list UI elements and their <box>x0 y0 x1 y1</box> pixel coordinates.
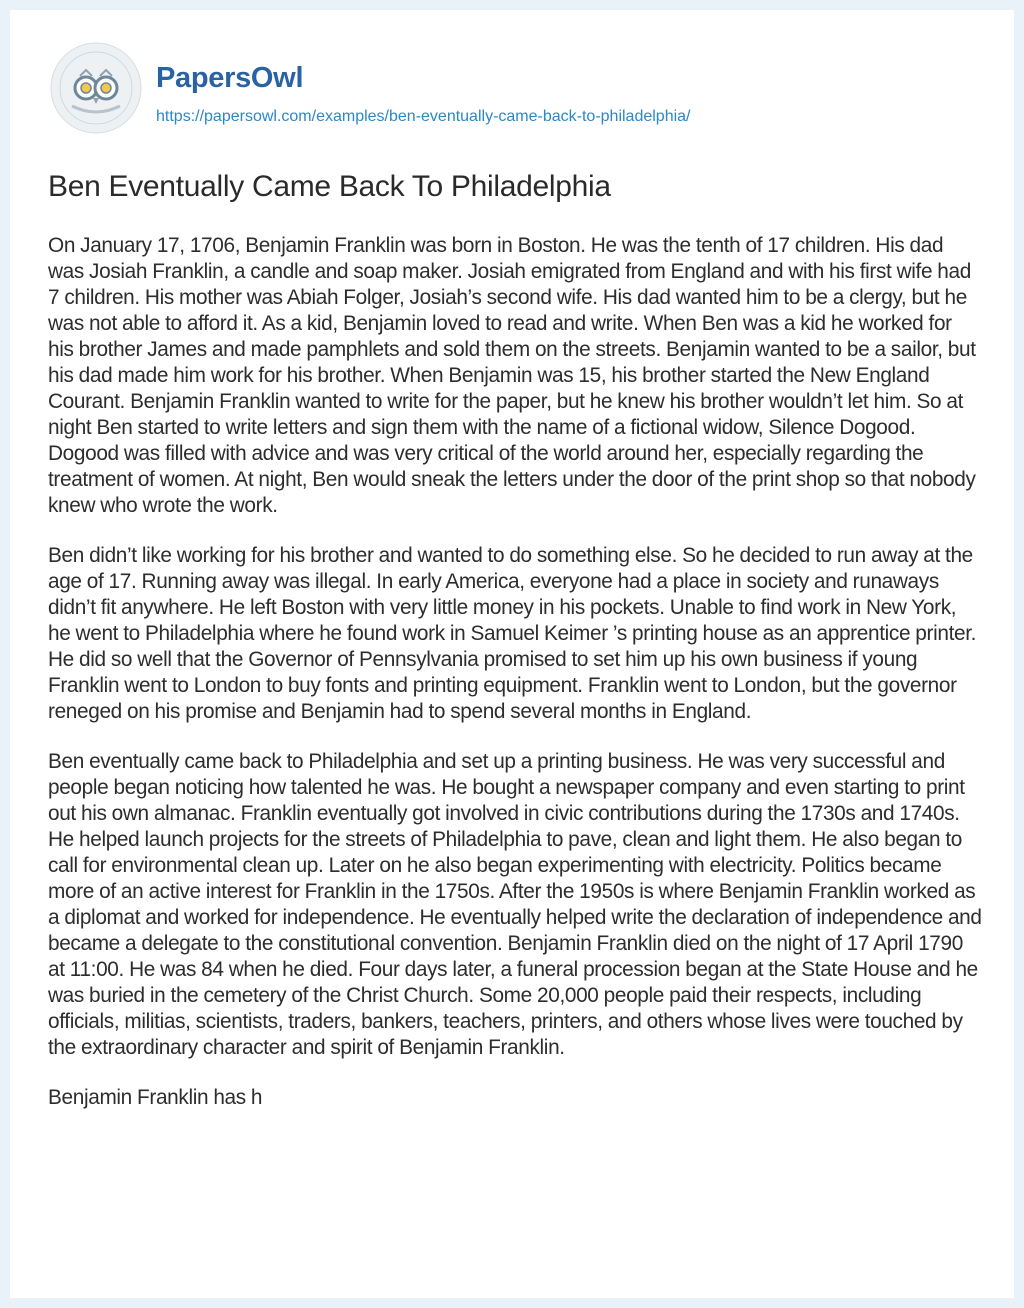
paragraph: Ben eventually came back to Philadelphia and set up a printing business. He was very successful and people began noticing how talented he was. He bought a newspaper company and even starting to print out his own almanac. Franklin eventually got involved in civic contributions during the 1730s and 1740s. He helped launch projects for the streets of Philadelphia to pave, clean and light them. He also began to call for environmental clean up. Later on he also began experimenting with electricity. Politics became more of an active interest for Franklin in the 1750s. After the 1950s is where Benjamin Franklin worked as a diplomat and worked for independence. He eventually helped write the declaration of independence and became a delegate to the constitutional convention. Benjamin Franklin died on the night of 17 April 1790 at 11:00. He was 84 when he died. Four days later, a funeral procession began at the State House and he was buried in the cemetery of the Christ Church. Some 20,000 people paid their respects, including officials, militias, scientists, traders, bankers, teachers, printers, and others whose lives were touched by the extraordinary character and spirit of Benjamin Franklin. <box>48 750 982 1059</box>
paragraph: On January 17, 1706, Benjamin Franklin was born in Boston. He was the tenth of 17 children. His dad was Josiah Franklin, a candle and soap maker. Josiah emigrated from England and with his first wife had 7 children. His mother was Abiah Folger, Josiah’s second wife. His dad wanted him to be a clergy, but he was not able to afford it. As a kid, Benjamin loved to read and write. When Ben was a kid he worked for his brother James and made pamphlets and sold them on the streets. Benjamin wanted to be a sailor, but his dad made him work for his brother. When Benjamin was 15, his brother started the New England Courant. Benjamin Franklin wanted to write for the paper, but he knew his brother wouldn’t let him. So at night Ben started to write letters and sign them with the name of a fictional widow, Silence Dogood. Dogood was filled with advice and was very critical of the world around her, especially regarding the treatment of women. At night, Ben would sneak the letters under the door of the print shop so that nobody knew who wrote the work. <box>48 234 976 517</box>
page-title: Ben Eventually Came Back To Philadelphia <box>48 170 611 203</box>
essay-body <box>48 233 982 1135</box>
source-url-link[interactable]: https://papersowl.com/examples/ben-eventually-came-back-to-philadelphia/ <box>156 108 691 125</box>
header <box>50 42 990 142</box>
owl-logo-icon[interactable] <box>50 42 142 134</box>
paragraph: Ben didn’t like working for his brother and wanted to do something else. So he decided to run away at the age of 17. Running away was illegal. In early America, everyone had a place in society and runaways didn’t fit anywhere. He left Boston with very little money in his pockets. Unable to find work in New York, he went to Philadelphia where he found work in Samuel Keimer ’s printing house as an apprentice printer. He did so well that the Governor of Pennsylvania promised to set him up his own business if young Franklin went to London to buy fonts and printing equipment. Franklin went to London, but the governor reneged on his promise and Benjamin had to spend several months in England. <box>48 544 977 723</box>
document-page <box>10 10 1014 1298</box>
brand-name[interactable]: PapersOwl <box>156 62 304 94</box>
paragraph: Benjamin Franklin has h <box>48 1086 263 1109</box>
